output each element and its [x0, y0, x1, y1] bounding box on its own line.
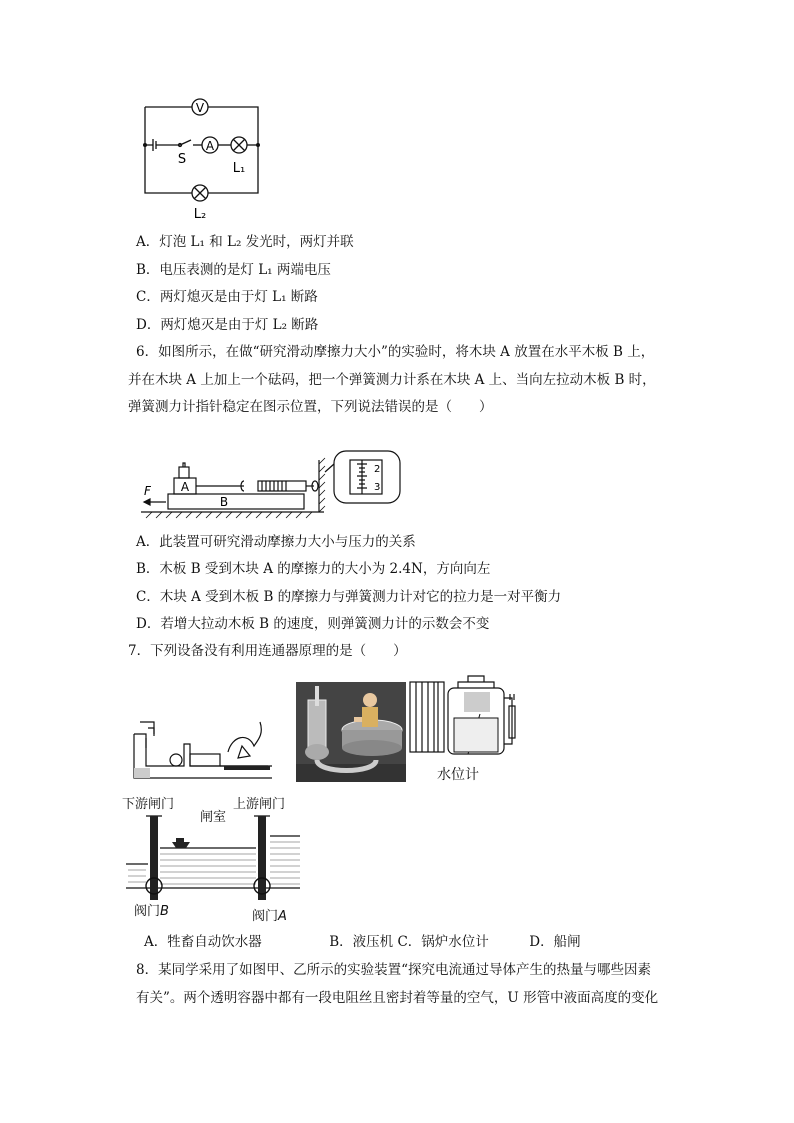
- q6-stem-line1: 6．如图所示，在做“研究滑动摩擦力大小”的实验时，将木块 A 放置在水平木板 B 上，: [136, 344, 655, 360]
- lamp1-label: L₁: [232, 161, 246, 176]
- q5-option-a: A．灯泡 L₁ 和 L₂ 发光时，两灯并联: [136, 234, 354, 250]
- q6-option-b: B．木板 B 受到木块 A 的摩擦力的大小为 2.4N，方向向左: [136, 561, 491, 577]
- ship-lock-figure: [124, 812, 300, 906]
- valve-a-label: 阀门A: [252, 909, 287, 924]
- scale-mark-3: 3: [374, 482, 381, 493]
- board-b-label: B: [219, 495, 229, 509]
- downstream-gate: [150, 816, 158, 900]
- q6-option-d: D．若增大拉动木板 B 的速度，则弹簧测力计的示数会不变: [136, 616, 490, 632]
- q5-option-b: B．电压表测的是灯 L₁ 两端电压: [136, 262, 331, 278]
- q6-option-c: C．木块 A 受到木板 B 的摩擦力与弹簧测力计对它的拉力是一对平衡力: [136, 589, 562, 605]
- circuit-figure: [136, 94, 266, 224]
- water-gauge-label: 水位计: [437, 767, 479, 783]
- q8-stem-line1: 8．某同学采用了如图甲、乙所示的实验装置“探究电流通过导体产生的热量与哪些因素: [136, 962, 651, 978]
- q5-option-c: C．两灯熄灭是由于灯 L₁ 断路: [136, 289, 318, 305]
- animal-head: [228, 722, 261, 752]
- scale-mark-2: 2: [374, 464, 381, 475]
- q6-stem-line2: 并在木块 A 上加上一个砝码，把一个弹簧测力计系在木块 A 上、当向左拉动木板 B 时，: [128, 372, 656, 388]
- boiler-water-gauge-figure: [408, 674, 526, 758]
- friction-apparatus-figure: [136, 448, 411, 528]
- voltmeter-label: V: [195, 101, 205, 115]
- block-a-label: A: [180, 480, 190, 494]
- q7-stem: 7．下列设备没有利用连通器原理的是（ ）: [128, 643, 407, 659]
- scale-zoom-window: [334, 451, 400, 503]
- downstream-gate-label: 下游闸门: [122, 797, 175, 812]
- q6-stem-line3: 弹簧测力计指针稳定在图示位置，下列说法错误的是（ ）: [128, 399, 493, 415]
- board-b: [168, 494, 304, 509]
- upstream-gate-label: 上游闸门: [233, 797, 286, 812]
- q6-option-a: A．此装置可研究滑动摩擦力大小与压力的关系: [136, 534, 416, 550]
- boat: [172, 842, 190, 848]
- force-label: F: [144, 484, 151, 498]
- switch-label: S: [177, 152, 187, 167]
- valve-b-label: 阀门B: [134, 904, 169, 919]
- hydraulic-press-figure: [296, 682, 406, 782]
- q5-option-d: D．两灯熄灭是由于灯 L₂ 断路: [136, 317, 319, 333]
- upstream-gate: [258, 816, 266, 900]
- livestock-waterer-figure: [128, 706, 274, 782]
- q8-stem-line2: 有关”。两个透明容器中都有一段电阻丝且密封着等量的空气，U 形管中液面高度的变化: [136, 990, 659, 1006]
- lamp2-label: L₂: [193, 207, 207, 222]
- lock-chamber-label: 闸室: [200, 810, 227, 825]
- q7-options: A．牲畜自动饮水器 B．液压机 C．锅炉水位计 D．船闸: [144, 934, 581, 950]
- weight: [179, 467, 189, 478]
- ammeter-label: A: [205, 139, 215, 153]
